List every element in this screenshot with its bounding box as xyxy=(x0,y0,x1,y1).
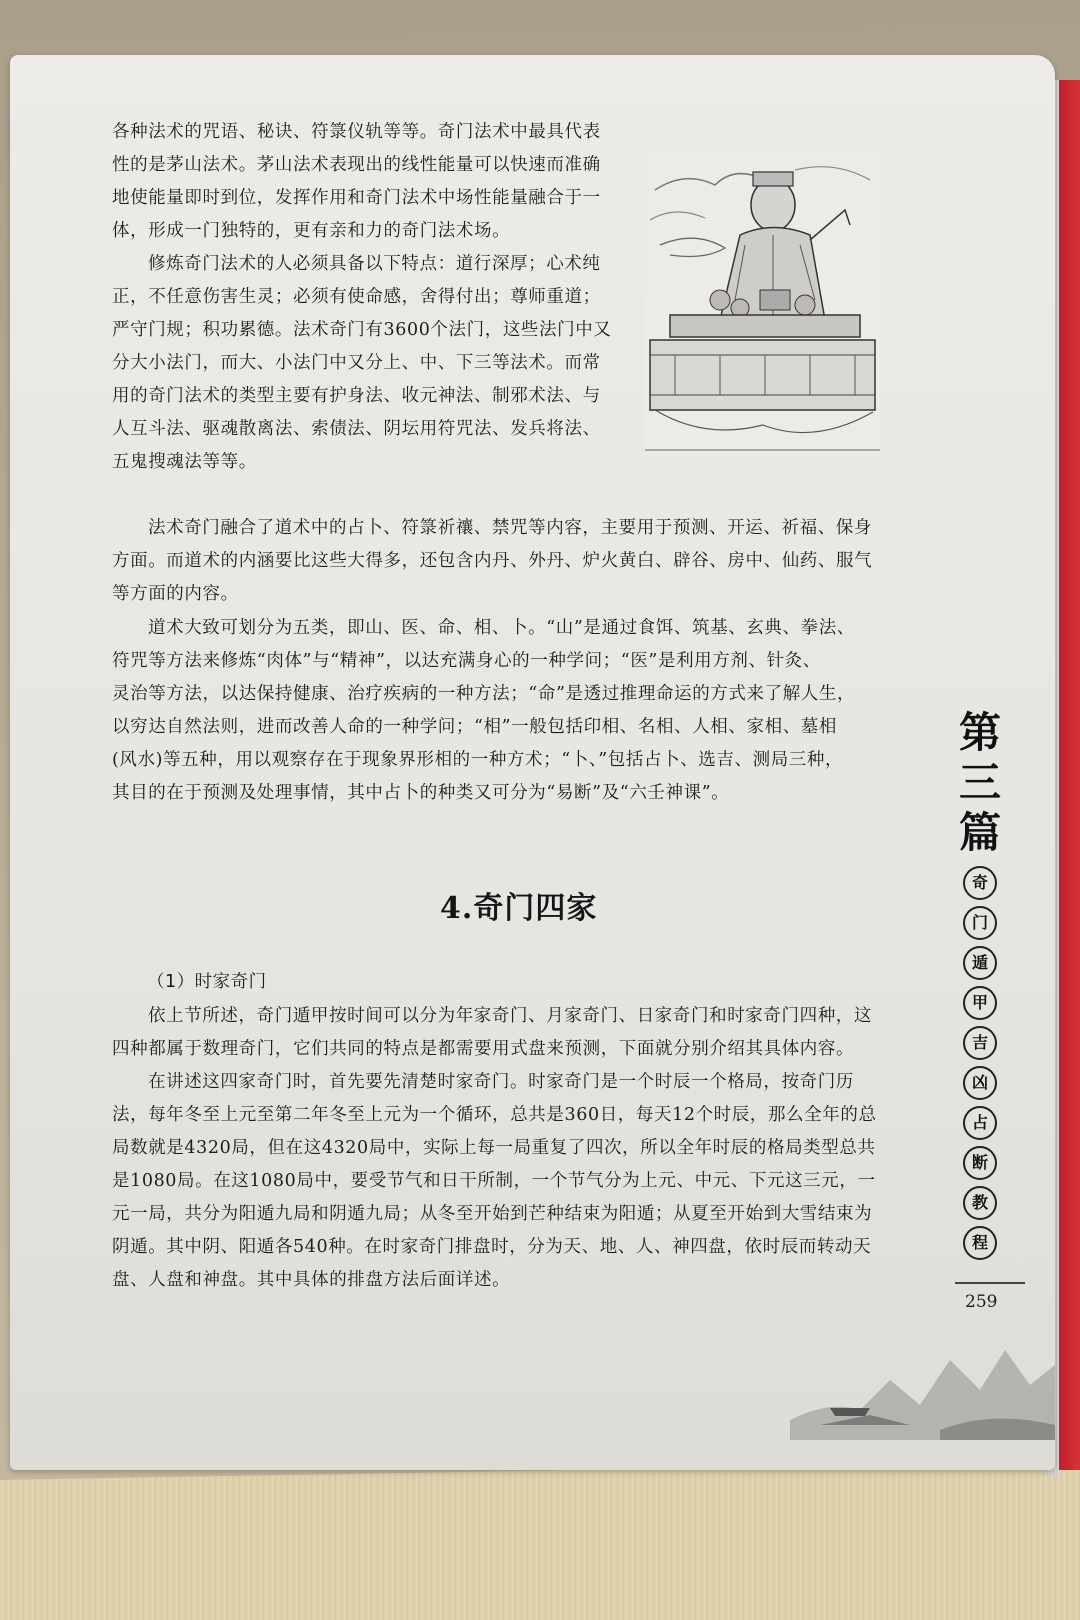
text-line: 法，每年冬至上元至第二年冬至上元为一个循环，总共是360日，每天12个时辰，那么全年的总 xyxy=(112,1105,877,1125)
paragraph-1 xyxy=(112,116,637,248)
paragraph-4 xyxy=(112,612,937,810)
sub-section-title: （1）时家奇门 xyxy=(147,972,267,992)
page-number: 259 xyxy=(965,1292,998,1312)
text-line: (风水)等五种，用以观察存在于现象界形相的一种方术；“卜、”包括占卜、选吉、测局三种， xyxy=(112,750,844,770)
paragraph-5 xyxy=(112,1000,937,1066)
text-line: 阴遁。其中阴、阳遁各540种。在时家奇门排盘时，分为天、地、人、神四盘，依时辰而转动天 xyxy=(112,1237,872,1257)
text-line: 人互斗法、驱魂散离法、索债法、阴坛用符咒法、发兵将法、 xyxy=(112,419,601,439)
text-line: 各种法术的咒语、秘诀、符箓仪轨等等。奇门法术中最具代表 xyxy=(112,122,601,142)
text-line: 性的是茅山法术。茅山法术表现出的线性能量可以快速而准确 xyxy=(112,155,601,175)
text-line: 法术奇门融合了道术中的占卜、符箓祈禳、禁咒等内容，主要用于预测、开运、祈福、保身 xyxy=(148,518,872,538)
text-line: 分大小法门，而大、小法门中又分上、中、下三等法术。而常 xyxy=(112,353,601,373)
text-line: 体，形成一门独特的，更有亲和力的奇门法术场。 xyxy=(112,221,511,241)
chapter-char: 三 xyxy=(958,758,1001,807)
text-line: 元一局，共分为阳遁九局和阴遁九局；从冬至开始到芒种结束为阳遁；从夏至开始到大雪结束为 xyxy=(112,1204,873,1224)
page-number-rule xyxy=(955,1282,1025,1284)
chapter-subtitle-char: 门 xyxy=(963,906,997,940)
text-line: 用的奇门法术的类型主要有护身法、收元神法、制邪术法、与 xyxy=(112,386,601,406)
text-line: 修炼奇门法术的人必须具备以下特点：道行深厚；心术纯 xyxy=(148,254,601,274)
chapter-subtitle-char: 教 xyxy=(963,1186,997,1220)
text-line: 严守门规；积功累德。法术奇门有3600个法门，这些法门中又 xyxy=(112,320,612,340)
text-line: 四种都属于数理奇门，它们共同的特点是都需要用式盘来预测，下面就分别介绍其具体内容。 xyxy=(112,1039,855,1059)
chapter-subtitle-char: 奇 xyxy=(963,866,997,900)
chapter-subtitle-char: 甲 xyxy=(963,986,997,1020)
paragraph-3 xyxy=(112,512,937,611)
chapter-char: 篇 xyxy=(958,808,1001,857)
red-cover xyxy=(1058,80,1080,1470)
text-line: 局数就是4320局，但在这4320局中，实际上每一局重复了四次，所以全年时辰的格局类型总共 xyxy=(112,1138,876,1158)
text-line: 依上节所述，奇门遁甲按时间可以分为年家奇门、月家奇门、日家奇门和时家奇门四种，这 xyxy=(148,1006,872,1026)
chapter-subtitle xyxy=(935,866,1025,1260)
text-line: 等方面的内容。 xyxy=(112,584,239,604)
chapter-subtitle-char: 凶 xyxy=(963,1066,997,1100)
paragraph-6 xyxy=(112,1066,937,1297)
paragraph-2 xyxy=(112,248,637,479)
section-title: 4.奇门四家 xyxy=(440,891,598,926)
deity-illustration xyxy=(645,150,880,455)
text-line: 五鬼搜魂法等等。 xyxy=(112,452,257,472)
text-line: 盘、人盘和神盘。其中具体的排盘方法后面详述。 xyxy=(112,1270,511,1290)
chapter-subtitle-char: 遁 xyxy=(963,946,997,980)
text-line: 方面。而道术的内涵要比这些大得多，还包含内丹、外丹、炉火黄白、辟谷、房中、仙药、服气 xyxy=(112,551,873,571)
chapter-subtitle-char: 程 xyxy=(963,1226,997,1260)
text-line: 其目的在于预测及处理事情，其中占卜的种类又可分为“易断”及“六壬神课”。 xyxy=(112,783,730,803)
text-line: 在讲述这四家奇门时，首先要先清楚时家奇门。时家奇门是一个时辰一个格局，按奇门历 xyxy=(148,1072,854,1092)
chapter-subtitle-char: 占 xyxy=(963,1106,997,1140)
text-line: 正，不任意伤害生灵；必须有使命感，舍得付出；尊师重道； xyxy=(112,287,601,307)
text-line: 灵治等方法，以达保持健康、治疗疾病的一种方法；“命”是透过推理命运的方式来了解人生， xyxy=(112,684,856,704)
chapter-tab xyxy=(935,708,1025,1266)
text-line: 以穷达自然法则，进而改善人命的一种学问；“相”一般包括印相、名相、人相、家相、墓相 xyxy=(112,717,837,737)
chapter-subtitle-char: 吉 xyxy=(963,1026,997,1060)
text-line: 是1080局。在这1080局中，要受节气和日干所制，一个节气分为上元、中元、下元这三元，一 xyxy=(112,1171,876,1191)
chapter-subtitle-char: 断 xyxy=(963,1146,997,1180)
text-line: 地使能量即时到位，发挥作用和奇门法术中场性能量融合于一 xyxy=(112,188,601,208)
mountain-landscape-illustration xyxy=(790,1330,1055,1440)
text-line: 道术大致可划分为五类，即山、医、命、相、卜。“山”是通过食饵、筑基、玄典、拳法、 xyxy=(148,618,855,638)
text-line: 符咒等方法来修炼“肉体”与“精神”，以达充满身心的一种学问；“医”是利用方剂、针灸、 xyxy=(112,651,821,671)
chapter-char: 第 xyxy=(958,708,1001,757)
